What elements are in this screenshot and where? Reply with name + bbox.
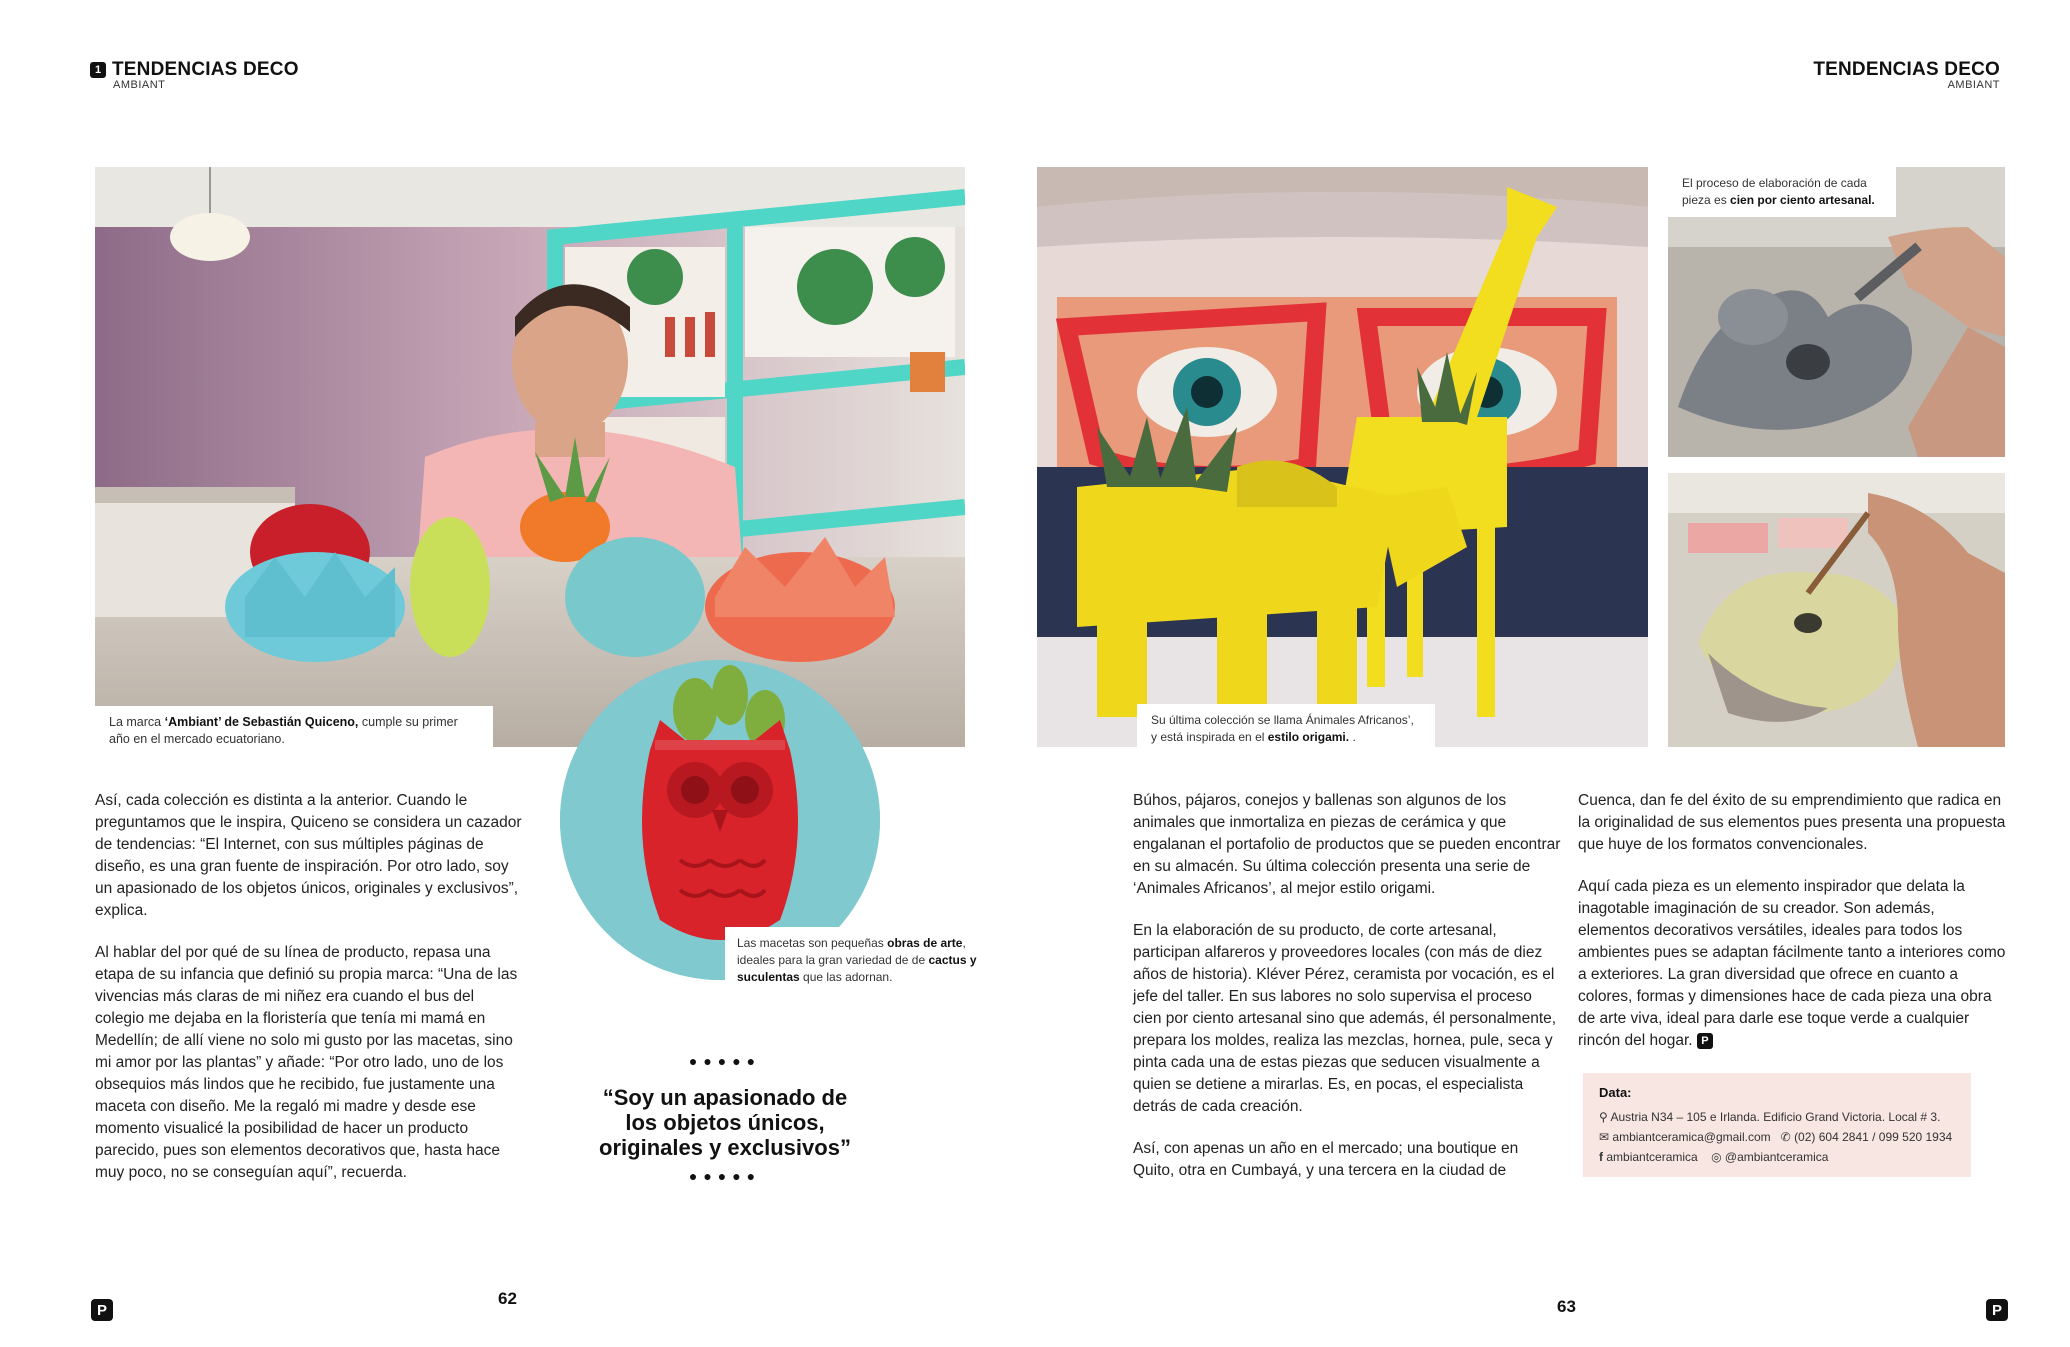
caption-text: El proceso de elaboración de cada pieza es — [1682, 176, 1867, 207]
paragraph: Así, cada colección es distinta a la anterior. Cuando le preguntamos que le inspira, Quiceno se considera un cazador de tendencias: “El Internet, con sus múltiples páginas de diseño, es una gran fuente de inspiración. Por otro lado, soy un apasionado de los objetos únicos, originales y exclusivos”, explica. — [95, 792, 522, 919]
caption-text: . — [1349, 730, 1356, 744]
paragraph: Al hablar del por qué de su línea de producto, repasa una etapa de su infancia que definió su propia marca: “Una de las vivencias más claras de mi niñez era cuando el bus del colegio me dejaba en la floristería que tenía mi mamá en Medellín; de allí viene no solo mi gusto por las macetas, sino mi amor por las plantas” y añade: “Por otro lado, uno de los obsequios más lindos que he recibido, fue justamente una maceta con diseño. Me la regaló mi madre y desde ese momento visualicé la posibilidad de hacer un producto parecido, pues son elementos decorativos que, hasta hace muy poco, no se conseguían aquí”, recuerda. — [95, 944, 518, 1181]
owl-caption — [725, 927, 989, 994]
location-pin-icon: ⚲ — [1599, 1110, 1608, 1124]
phone-icon: ✆ — [1780, 1130, 1791, 1144]
artisan-painting-photo — [1668, 473, 2005, 747]
caption-text: , ideales para la gran variedad de de — [737, 936, 966, 967]
caption-text: La marca — [109, 715, 165, 729]
instagram-link[interactable]: @ambiantceramica — [1724, 1150, 1829, 1164]
paragraph: Así, con apenas un año en el mercado; una boutique en Quito, otra en Cumbayá, y una tercera en la ciudad de — [1133, 1140, 1519, 1179]
social-row — [1599, 1147, 1955, 1167]
animals-caption — [1137, 704, 1435, 754]
right-header-subtitle: AMBIANT — [1947, 79, 2000, 91]
left-page-number: 62 — [498, 1289, 517, 1308]
publisher-logo-icon: P — [91, 1299, 113, 1321]
right-article-column-2 — [1578, 790, 2010, 1052]
caption-bold-text: cactus y suculentas — [737, 953, 977, 984]
end-mark-icon: P — [1697, 1033, 1713, 1049]
main-photo-caption — [95, 706, 493, 756]
paragraph — [1578, 876, 2010, 1052]
address-row — [1599, 1107, 1955, 1127]
envelope-icon: ✉ — [1599, 1130, 1610, 1144]
contact-row — [1599, 1127, 1955, 1147]
paragraph-text: Aquí cada pieza es un elemento inspirador que delata la inagotable imaginación de su creador. Son además, elementos decorativos versátiles, ideales para todos los ambientes pues se adaptan fácilmente tanto a interiores como a exteriores. La gran diversidad que ofrece en cuanto a colores, formas y dimensiones hace de cada pieza una obra de arte viva, ideal para darle ese toque verde a cualquier rincón del hogar. — [1578, 878, 2006, 1049]
right-header-title: TENDENCIAS DECO — [1813, 59, 2000, 80]
paragraph: Cuenca, dan fe del éxito de su emprendimiento que radica en la originalidad de sus elementos pues presenta una propuesta que huye de los formatos convencionales. — [1578, 792, 2006, 853]
right-article-column-1 — [1133, 790, 1563, 1202]
pull-quote: “Soy un apasionado de los objetos únicos, originales y exclusivos” — [599, 1085, 851, 1160]
caption-bold-text: ‘Ambiant’ de Sebastián Quiceno, — [164, 715, 359, 729]
caption-bold-text: obras de arte — [887, 936, 963, 950]
left-header-subtitle: AMBIANT — [113, 79, 166, 91]
quote-dots-bottom: ●●●●● — [688, 1168, 762, 1184]
phone-text: (02) 604 2841 / 099 520 1934 — [1794, 1130, 1953, 1144]
publisher-logo-icon: P — [1986, 1299, 2008, 1321]
left-article-column — [95, 790, 525, 1204]
african-animals-photo — [1037, 167, 1648, 747]
caption-bold-text: cien por ciento artesanal. — [1730, 193, 1875, 207]
shop-owner-photo — [95, 167, 965, 747]
instagram-icon: ◎ — [1711, 1150, 1722, 1164]
facebook-link[interactable]: ambiantceramica — [1606, 1150, 1698, 1164]
paragraph: En la elaboración de su producto, de corte artesanal, participan alfareros y proveedores locales (con más de diez años de historia). Kléver Pérez, ceramista por vocación, es el jefe del taller. En sus labores no solo supervisa el proceso cien por ciento artesanal sino que además, él personalmente, prepara los moldes, realiza las mezclas, hornea, pule, seca y pinta cada una de estas piezas que seducen visualmente a quien se detiene a mirarlas. Es, en pocas, el especialista detrás de cada creación. — [1133, 922, 1557, 1115]
left-header-title: TENDENCIAS DECO — [112, 59, 299, 80]
issue-icon: 1 — [90, 62, 106, 78]
caption-bold-text: estilo origami. — [1267, 730, 1350, 744]
address-text: Austria N34 – 105 e Irlanda. Edificio Grand Victoria. Local # 3. — [1610, 1110, 1941, 1124]
facebook-icon: f — [1599, 1150, 1603, 1164]
email-link[interactable]: ambiantceramica@gmail.com — [1612, 1130, 1771, 1144]
caption-text: Las macetas son pequeñas — [737, 936, 888, 950]
paragraph: Búhos, pájaros, conejos y ballenas son algunos de los animales que inmortaliza en piezas de cerámica y que engalanan el portafolio de productos que se pueden encontrar en su almacén. Su última colección presenta una serie de ‘Animales Africanos’, al mejor estilo origami. — [1133, 792, 1561, 897]
process-caption — [1668, 167, 1896, 217]
right-page-number: 63 — [1557, 1297, 1576, 1316]
contact-data-box — [1583, 1073, 1971, 1177]
caption-text: Su última colección se llama Ánimales Africanos’, y está inspirada en el — [1151, 713, 1414, 744]
caption-text: cumple su primer año en el mercado ecuatoriano. — [109, 715, 458, 746]
quote-dots-top: ●●●●● — [688, 1053, 762, 1069]
data-box-title: Data: — [1599, 1085, 1632, 1100]
caption-text: que las adornan. — [799, 970, 893, 984]
